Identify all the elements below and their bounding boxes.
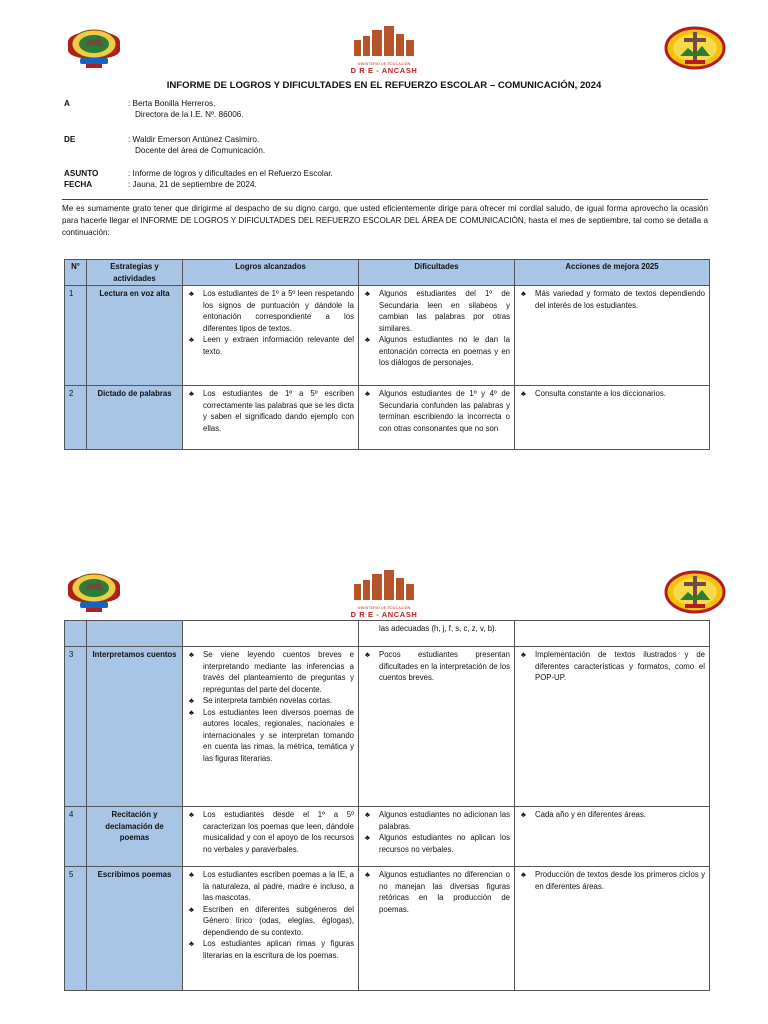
- subject-value: : Informe de logros y dificultades en el Refuerzo Escolar.: [128, 169, 333, 178]
- row-acciones: [515, 647, 710, 807]
- table-header-row: [65, 260, 710, 286]
- recipient-name: : Berta Bonilla Herreros.: [128, 99, 216, 108]
- header-divider: [62, 199, 708, 200]
- header-acciones: Acciones de mejora 2025: [515, 260, 710, 286]
- institution-emblem-logo: [664, 26, 726, 70]
- row-logros: [183, 807, 359, 867]
- row-number: 5: [65, 867, 87, 991]
- dre-ancash-logo: [346, 26, 422, 75]
- row-logros-empty: [183, 621, 359, 647]
- table-row: [65, 647, 710, 807]
- row-number: 1: [65, 286, 87, 386]
- row-strategy: Lectura en voz alta: [87, 286, 183, 386]
- school-emblem-logo: [62, 564, 126, 614]
- date-value: : Jauna, 21 de septiembre de 2024.: [128, 180, 257, 189]
- sender-role: Docente del área de Comunicación.: [135, 146, 266, 155]
- list-item: ♣ Producción de textos desde los primeros ciclos y en diferentes áreas.: [518, 869, 705, 892]
- row-logros: [183, 867, 359, 991]
- row-dificultades: [359, 386, 515, 450]
- header-logros: Logros alcanzados: [183, 260, 359, 286]
- document-title: INFORME DE LOGROS Y DIFICULTADES EN EL REFUERZO ESCOLAR – COMUNICACIÓN, 2024: [166, 80, 602, 91]
- page-2: [0, 560, 768, 1024]
- table-row: [65, 286, 710, 386]
- subject-label: ASUNTO: [64, 169, 99, 178]
- list-item: ♣ Algunos estudiantes no le dan la entonación correcta en poemas y en los diálogos de personajes.: [362, 334, 510, 369]
- row-dificultades: [359, 621, 515, 647]
- table-row: [65, 386, 710, 450]
- row-number: 2: [65, 386, 87, 450]
- list-item: ♣ Los estudiantes leen diversos poemas de autores locales, regionales, nacionales e internacionales y se interpretan tomando en cuenta las rimas, la métrica, temática y las figuras literarias.: [186, 707, 354, 765]
- row-number: 3: [65, 647, 87, 807]
- continuation-text: las adecuadas (h, j, f, s, c, z, v, b).: [379, 624, 497, 633]
- row-strategy: Dictado de palabras: [87, 386, 183, 450]
- list-item: ♣ Leen y extraen información relevante del texto.: [186, 334, 354, 357]
- list-item: ♣ Cada año y en diferentes áreas.: [518, 809, 705, 821]
- row-logros: [183, 647, 359, 807]
- report-table-part-2: [64, 620, 710, 991]
- page-1: [0, 0, 768, 500]
- list-item: ♣ Los estudiantes aplican rimas y figuras literarias en la escritura de los poemas.: [186, 938, 354, 961]
- list-item: ♣ Algunos estudiantes de 1º y 4º de Secundaria confunden las palabras y terminan escribiendo la incorrecta o con otras consonantes que no son: [362, 388, 510, 434]
- list-item: ♣ Consulta constante a los diccionarios.: [518, 388, 705, 400]
- row-strategy-empty: [87, 621, 183, 647]
- sender-name: : Waldir Emerson Antúnez Casimiro.: [128, 135, 260, 144]
- row-dificultades: [359, 807, 515, 867]
- list-item: ♣ Algunos estudiantes no adicionan las palabras.: [362, 809, 510, 832]
- list-item: ♣ Implementación de textos ilustrados y de diferentes características y formatos, como el POP-UP.: [518, 649, 705, 684]
- dre-ministry-text: MINISTERIO DE EDUCACIÓN: [357, 62, 411, 66]
- row-logros: [183, 286, 359, 386]
- dre-bars-icon: [354, 26, 414, 56]
- date-label: FECHA: [64, 180, 93, 189]
- list-item: ♣ Se interpreta también novelas cortas.: [186, 695, 354, 707]
- row-dificultades: [359, 647, 515, 807]
- list-item: ♣ Los estudiantes de 1º a 5º leen respetando los signos de puntuación y dándole la entonación correspondiente a los diferentes tipos de textos.: [186, 288, 354, 334]
- list-item: ♣ Se viene leyendo cuentos breves e interpretando mediante las inferencias a través del planteamiento de preguntas y repreguntas del parte del docente.: [186, 649, 354, 695]
- row-number: 4: [65, 807, 87, 867]
- row-strategy: Recitación y declamación de poemas: [87, 807, 183, 867]
- table-row: [65, 867, 710, 991]
- list-item: ♣ Pocos estudiantes presentan dificultades en la interpretación de los cuentos breves.: [362, 649, 510, 684]
- intro-paragraph: Me es sumamente grato tener que dirigirme al despacho de su digno cargo, que usted eficientemente dirige para ofrecer mi cordial saludo, de igual forma aprovecho la ocasión para hacerle llegar el INFORME DE LOGROS Y DIFICULTADES DEL REFUERZO ESCOLAR DEL ÁREA DE COMUNICACIÓN, hasta el mes de septiembre, tal como se detalla a continuación:: [62, 204, 708, 237]
- row-acciones: [515, 867, 710, 991]
- list-item: ♣ Más variedad y formato de textos dependiendo del interés de los estudiantes.: [518, 288, 705, 311]
- list-item: ♣ Algunos estudiantes no diferencian o no manejan las diversas figuras retóricas en la producción de poemas.: [362, 869, 510, 915]
- row-number-empty: [65, 621, 87, 647]
- row-acciones: [515, 286, 710, 386]
- row-logros: [183, 386, 359, 450]
- dre-ministry-text: MINISTERIO DE EDUCACIÓN: [357, 606, 411, 610]
- dre-bars-icon: [354, 570, 414, 600]
- school-emblem-logo: [62, 20, 126, 70]
- header-strategy: Estrategias y actividades: [87, 260, 183, 286]
- header-dificultades: Dificultades: [359, 260, 515, 286]
- row-strategy: Escribimos poemas: [87, 867, 183, 991]
- row-acciones: [515, 386, 710, 450]
- recipient-role: Directora de la I.E. Nº. 86006.: [135, 110, 244, 119]
- table-row: [65, 807, 710, 867]
- list-item: ♣ Algunos estudiantes no aplican los recursos no verbales.: [362, 832, 510, 855]
- institution-emblem-logo: [664, 570, 726, 614]
- row-acciones-empty: [515, 621, 710, 647]
- list-item: ♣ Los estudiantes desde el 1º a 5º caracterizan los poemas que leen, dándole musicalidad y con el apoyo de los recursos no verbales y paraverbales.: [186, 809, 354, 855]
- list-item: ♣ Escriben en diferentes subgéneros del Género lírico (odas, elegías, églogas), dependiendo de su contexto.: [186, 904, 354, 939]
- sender-label: DE: [64, 135, 76, 144]
- row-dificultades: [359, 867, 515, 991]
- recipient-label: A: [64, 99, 70, 108]
- row-acciones: [515, 807, 710, 867]
- report-table-part-1: [64, 259, 710, 450]
- row-dificultades: [359, 286, 515, 386]
- dre-name-text: D R E - ANCASH: [350, 66, 418, 75]
- table-row-continuation: [65, 621, 710, 647]
- list-item: ♣ Los estudiantes de 1º a 5º escriben correctamente las palabras que se les dicta y saben el significado dando ejemplo con ellas.: [186, 388, 354, 434]
- dre-ancash-logo: [346, 570, 422, 619]
- dre-name-text: D R E - ANCASH: [350, 610, 418, 619]
- header-num: N°: [65, 260, 87, 286]
- list-item: ♣ Los estudiantes escriben poemas a la IE, a la naturaleza, al padre, madre e incluso, a las mascotas.: [186, 869, 354, 904]
- list-item: ♣ Algunos estudiantes del 1º de Secundaria leen en silabeos y cambian las palabras por otras similares.: [362, 288, 510, 334]
- row-strategy: Interpretamos cuentos: [87, 647, 183, 807]
